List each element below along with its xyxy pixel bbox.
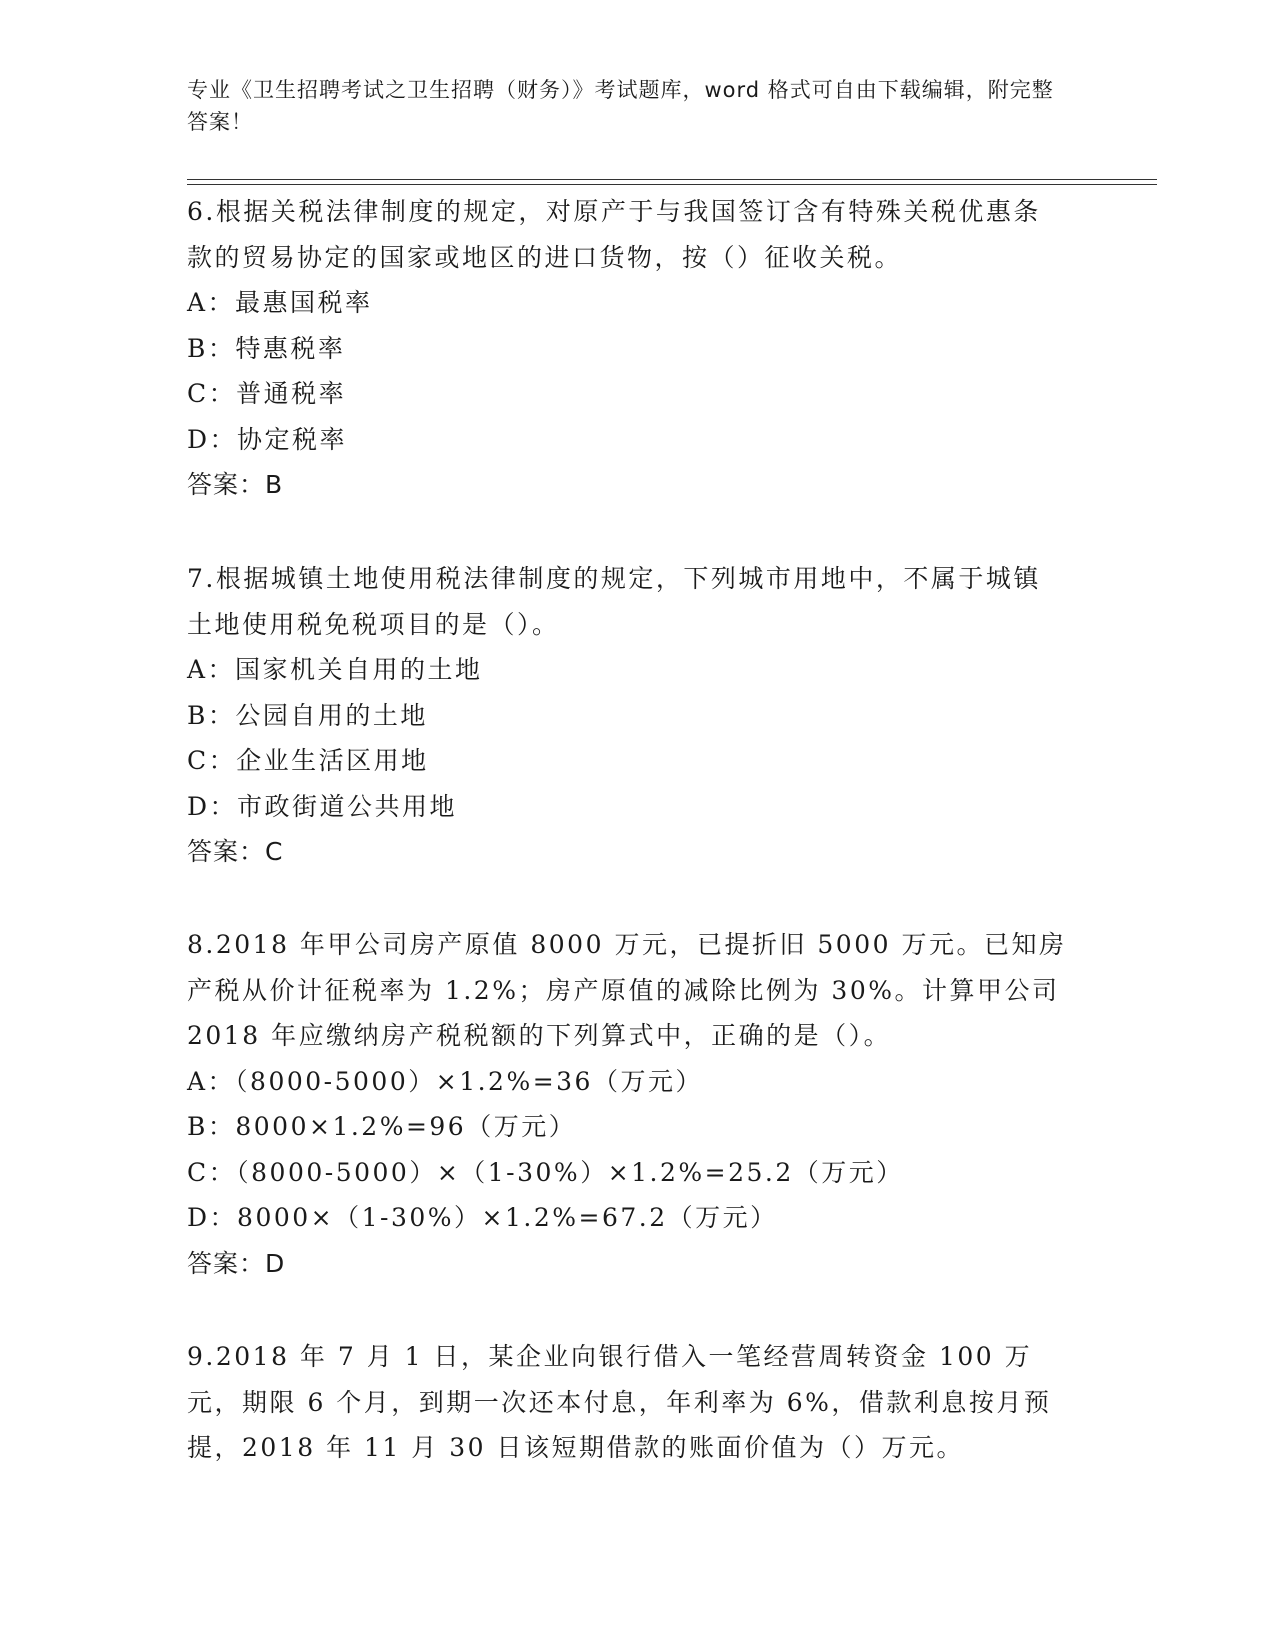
option-a: A：最惠国税率 — [187, 288, 373, 317]
option-b: B：8000×1.2%=96（万元） — [187, 1112, 577, 1141]
option-b: B：特惠税率 — [187, 333, 346, 363]
header-divider-top — [187, 179, 1157, 180]
answer-label: 答案：D — [187, 1248, 286, 1278]
question-6 — [187, 189, 1067, 508]
option-a: A：（8000-5000）×1.2%=36（万元） — [187, 1066, 703, 1096]
header-divider-bottom — [187, 184, 1157, 185]
option-d: D：8000×（1-30%）×1.2%=67.2（万元） — [187, 1203, 778, 1232]
answer-label: 答案：C — [187, 837, 284, 866]
option-d: D：市政街道公共用地 — [187, 791, 458, 821]
option-b: B：公园自用的土地 — [187, 700, 428, 730]
option-c: C：（8000-5000）×（1-30%）×1.2%=25.2（万元） — [187, 1157, 904, 1187]
question-stem: 8.2018 年甲公司房产原值 8000 万元，已提折旧 5000 万元。已知房产税从价计征税率为 1.2%；房产原值的减除比例为 30%。计算甲公司 2018 年应缴纳房产税税额的下列算式中，正确的是（）。 — [187, 930, 1067, 1050]
question-stem: 6.根据关税法律制度的规定，对原产于与我国签订含有特殊关税优惠条款的贸易协定的国家或地区的进口货物，按（）征收关税。 — [187, 197, 1041, 272]
document-header: 专业《卫生招聘考试之卫生招聘（财务）》考试题库，word 格式可自由下载编辑，附完整答案！ — [187, 78, 1054, 134]
question-7 — [187, 556, 1067, 875]
option-c: C：普通税率 — [187, 379, 347, 408]
option-c: C：企业生活区用地 — [187, 746, 429, 775]
question-stem: 7.根据城镇土地使用税法律制度的规定，下列城市用地中，不属于城镇土地使用税免税项目的是（）。 — [187, 564, 1041, 639]
option-a: A：国家机关自用的土地 — [187, 655, 483, 684]
question-9 — [187, 1334, 1067, 1471]
question-stem: 9.2018 年 7 月 1 日，某企业向银行借入一笔经营周转资金 100 万元，期限 6 个月，到期一次还本付息，年利率为 6%，借款利息按月预提，2018 年 11 月 30 日该短期借款的账面价值为（）万元。 — [187, 1342, 1052, 1462]
option-d: D：协定税率 — [187, 424, 348, 454]
answer-label: 答案：B — [187, 470, 284, 499]
question-8 — [187, 922, 1067, 1286]
